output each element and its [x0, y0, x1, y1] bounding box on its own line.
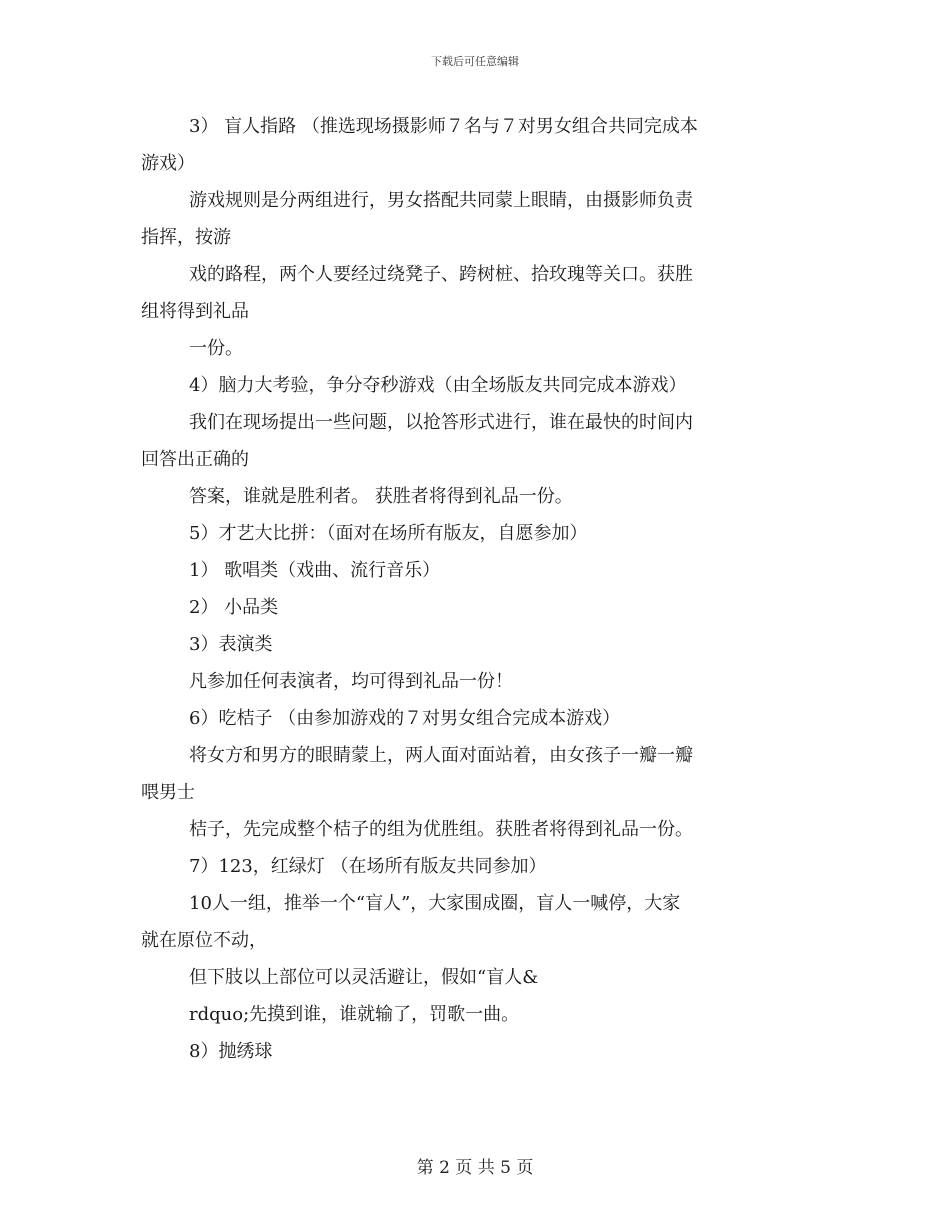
paragraph-line: 5）才艺大比拼：（面对在场所有版友，自愿参加）	[189, 523, 588, 544]
paragraph-line: 喂男士	[141, 782, 195, 803]
paragraph-line: 一份。	[189, 338, 243, 359]
paragraph-line: 10人一组，推举一个“盲人”，大家围成圈，盲人一喊停，大家	[189, 893, 681, 914]
paragraph-line: 回答出正确的	[141, 449, 249, 470]
paragraph-line: 戏的路程，两个人要经过绕凳子、跨树桩、拾玫瑰等关口。获胜	[189, 264, 693, 285]
paragraph-line: 1） 歌唱类（戏曲、流行音乐）	[189, 560, 441, 581]
paragraph-line: rdquo;先摸到谁，谁就输了，罚歌一曲。	[189, 1004, 520, 1025]
paragraph-line: 就在原位不动，	[141, 930, 267, 951]
paragraph-line: 游戏）	[141, 153, 195, 174]
page-header: 下载后可任意编辑	[431, 55, 519, 68]
paragraph-line: 我们在现场提出一些问题，以抢答形式进行，谁在最快的时间内	[189, 412, 693, 433]
paragraph-line: 2） 小品类	[189, 597, 279, 618]
paragraph-line: 8）抛绣球	[189, 1041, 273, 1062]
paragraph-line: 将女方和男方的眼睛蒙上，两人面对面站着，由女孩子一瓣一瓣	[189, 745, 693, 766]
paragraph-line: 7）123，红绿灯 （在场所有版友共同参加）	[189, 856, 547, 877]
page-footer: 第 2 页 共 5 页	[416, 1158, 534, 1178]
paragraph-line: 游戏规则是分两组进行，男女搭配共同蒙上眼睛，由摄影师负责	[189, 190, 693, 211]
paragraph-line: 3） 盲人指路 （推选现场摄影师７名与７对男女组合共同完成本	[189, 116, 698, 137]
paragraph-line: 组将得到礼品	[141, 301, 249, 322]
paragraph-line: 凡参加任何表演者，均可得到礼品一份！	[189, 671, 513, 692]
paragraph-line: 桔子，先完成整个桔子的组为优胜组。获胜者将得到礼品一份。	[189, 819, 693, 840]
paragraph-line: 指挥，按游	[141, 227, 231, 248]
paragraph-line: 但下肢以上部位可以灵活避让，假如“盲人&	[189, 967, 539, 988]
paragraph-line: 3）表演类	[189, 634, 273, 655]
document-body	[141, 108, 811, 1070]
paragraph-line: 答案，谁就是胜利者。 获胜者将得到礼品一份。	[189, 486, 573, 507]
paragraph-line: 6）吃桔子 （由参加游戏的７对男女组合完成本游戏）	[189, 708, 621, 729]
paragraph-line: 4）脑力大考验，争分夺秒游戏（由全场版友共同完成本游戏）	[189, 375, 687, 396]
